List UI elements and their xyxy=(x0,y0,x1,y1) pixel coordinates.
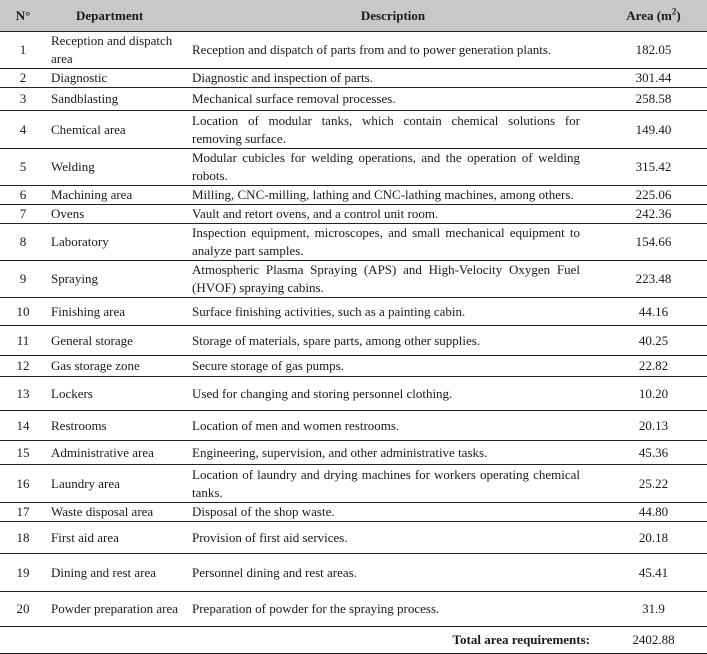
description-cell: Surface finishing activities, such as a painting cabin. xyxy=(186,298,600,326)
department-cell: Chemical area xyxy=(46,111,186,149)
table-row xyxy=(0,69,707,88)
header-department: Department xyxy=(46,0,186,32)
area-cell: 223.48 xyxy=(600,261,707,298)
row-number: 20 xyxy=(0,592,46,627)
area-cell: 31.9 xyxy=(600,592,707,627)
area-cell: 22.82 xyxy=(600,356,707,377)
department-cell: Dining and rest area xyxy=(46,554,186,592)
table-row xyxy=(0,503,707,522)
department-cell: Laundry area xyxy=(46,465,186,503)
row-number: 7 xyxy=(0,205,46,224)
description-cell: Inspection equipment, microscopes, and small mechanical equipment to analyze part samples. xyxy=(186,224,600,261)
table-row xyxy=(0,298,707,326)
department-cell: Welding xyxy=(46,149,186,186)
area-cell: 20.18 xyxy=(600,522,707,554)
area-cell: 258.58 xyxy=(600,88,707,111)
table-row xyxy=(0,554,707,592)
description-cell: Location of modular tanks, which contain chemical solutions for removing surface. xyxy=(186,111,600,149)
row-number: 15 xyxy=(0,441,46,465)
area-cell: 25.22 xyxy=(600,465,707,503)
row-number: 17 xyxy=(0,503,46,522)
department-cell: Ovens xyxy=(46,205,186,224)
table-row xyxy=(0,356,707,377)
description-cell: Location of men and women restrooms. xyxy=(186,411,600,441)
row-number: 6 xyxy=(0,186,46,205)
description-cell: Diagnostic and inspection of parts. xyxy=(186,69,600,88)
description-cell: Milling, CNC-milling, lathing and CNC-lathing machines, among others. xyxy=(186,186,600,205)
row-number: 11 xyxy=(0,326,46,356)
table-row xyxy=(0,411,707,441)
description-cell: Modular cubicles for welding operations, and the operation of welding robots. xyxy=(186,149,600,186)
description-cell: Storage of materials, spare parts, among other supplies. xyxy=(186,326,600,356)
row-number: 16 xyxy=(0,465,46,503)
area-cell: 44.16 xyxy=(600,298,707,326)
department-cell: Restrooms xyxy=(46,411,186,441)
row-number: 14 xyxy=(0,411,46,441)
header-description: Description xyxy=(186,0,600,32)
header-row xyxy=(0,0,707,32)
header-area-sup: 2 xyxy=(671,6,677,17)
description-cell: Provision of first aid services. xyxy=(186,522,600,554)
row-number: 9 xyxy=(0,261,46,298)
total-value: 2402.88 xyxy=(600,627,707,654)
description-cell: Secure storage of gas pumps. xyxy=(186,356,600,377)
area-cell: 44.80 xyxy=(600,503,707,522)
department-cell: Administrative area xyxy=(46,441,186,465)
table-row xyxy=(0,592,707,627)
table-row xyxy=(0,149,707,186)
row-number: 19 xyxy=(0,554,46,592)
department-cell: Gas storage zone xyxy=(46,356,186,377)
area-cell: 242.36 xyxy=(600,205,707,224)
description-cell: Vault and retort ovens, and a control unit room. xyxy=(186,205,600,224)
header-area-suffix: ) xyxy=(676,7,681,23)
table-row xyxy=(0,377,707,411)
table-row xyxy=(0,261,707,298)
description-cell: Reception and dispatch of parts from and to power generation plants. xyxy=(186,32,600,69)
row-number: 2 xyxy=(0,69,46,88)
table-row xyxy=(0,32,707,69)
header-area xyxy=(600,0,707,32)
department-cell: Machining area xyxy=(46,186,186,205)
description-cell: Mechanical surface removal processes. xyxy=(186,88,600,111)
table-row xyxy=(0,326,707,356)
header-area-prefix: Area (m xyxy=(626,7,672,23)
description-cell: Atmospheric Plasma Spraying (APS) and High-Velocity Oxygen Fuel (HVOF) spraying cabins. xyxy=(186,261,600,298)
table-row xyxy=(0,88,707,111)
header-no: N° xyxy=(0,0,46,32)
row-number: 12 xyxy=(0,356,46,377)
department-cell: Reception and dispatch area xyxy=(46,32,186,69)
area-cell: 40.25 xyxy=(600,326,707,356)
department-cell: First aid area xyxy=(46,522,186,554)
row-number: 8 xyxy=(0,224,46,261)
table-row xyxy=(0,224,707,261)
row-number: 13 xyxy=(0,377,46,411)
row-number: 3 xyxy=(0,88,46,111)
department-cell: Spraying xyxy=(46,261,186,298)
description-cell: Personnel dining and rest areas. xyxy=(186,554,600,592)
table-row xyxy=(0,522,707,554)
row-number: 18 xyxy=(0,522,46,554)
area-cell: 301.44 xyxy=(600,69,707,88)
table-row xyxy=(0,441,707,465)
table-row xyxy=(0,205,707,224)
department-cell: Powder preparation area xyxy=(46,592,186,627)
description-cell: Disposal of the shop waste. xyxy=(186,503,600,522)
area-cell: 45.41 xyxy=(600,554,707,592)
description-cell: Preparation of powder for the spraying process. xyxy=(186,592,600,627)
row-number: 10 xyxy=(0,298,46,326)
row-number: 4 xyxy=(0,111,46,149)
department-cell: Sandblasting xyxy=(46,88,186,111)
area-cell: 149.40 xyxy=(600,111,707,149)
area-cell: 20.13 xyxy=(600,411,707,441)
total-row xyxy=(0,627,707,654)
department-cell: Waste disposal area xyxy=(46,503,186,522)
department-cell: Diagnostic xyxy=(46,69,186,88)
area-cell: 315.42 xyxy=(600,149,707,186)
table-row xyxy=(0,111,707,149)
department-cell: Lockers xyxy=(46,377,186,411)
description-cell: Engineering, supervision, and other administrative tasks. xyxy=(186,441,600,465)
area-cell: 225.06 xyxy=(600,186,707,205)
row-number: 1 xyxy=(0,32,46,69)
table-row xyxy=(0,186,707,205)
description-cell: Used for changing and storing personnel clothing. xyxy=(186,377,600,411)
area-cell: 182.05 xyxy=(600,32,707,69)
department-cell: Finishing area xyxy=(46,298,186,326)
department-cell: Laboratory xyxy=(46,224,186,261)
area-cell: 154.66 xyxy=(600,224,707,261)
department-cell: General storage xyxy=(46,326,186,356)
table-body xyxy=(0,32,707,654)
area-cell: 10.20 xyxy=(600,377,707,411)
table-row xyxy=(0,465,707,503)
row-number: 5 xyxy=(0,149,46,186)
description-cell: Location of laundry and drying machines for workers operating chemical tanks. xyxy=(186,465,600,503)
area-cell: 45.36 xyxy=(600,441,707,465)
total-label: Total area requirements: xyxy=(0,627,600,654)
